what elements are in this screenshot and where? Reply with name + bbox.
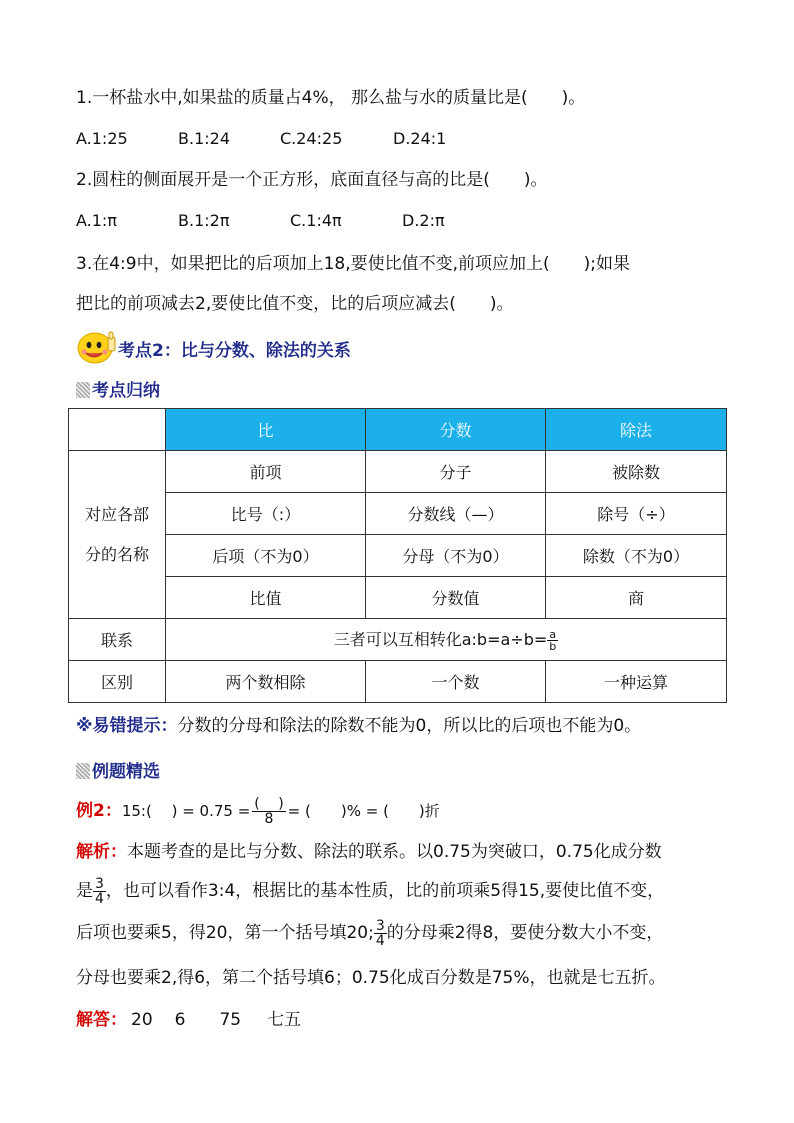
question-1-option-b: B.1:24 <box>178 129 230 148</box>
answer-value: 七五 <box>267 1010 302 1030</box>
table-cell: 分数值 <box>366 577 546 619</box>
question-1-option-c: C.24:25 <box>280 129 343 148</box>
hatch-marker-icon <box>76 763 90 779</box>
analysis-frac-num: 3 <box>375 917 385 934</box>
example-2-eq-part-2: = ( )% = ( )折 <box>287 802 440 820</box>
table-relation-row <box>69 619 727 661</box>
table-header-ratio: 比 <box>166 409 366 451</box>
table-header-division: 除法 <box>546 409 727 451</box>
section-title: 考点2：比与分数、除法的关系 <box>118 341 351 361</box>
relation-frac-den: b <box>549 640 557 653</box>
tip-text: 分数的分母和除法的除数不能为0，所以比的后项也不能为0。 <box>177 716 642 736</box>
example-2-eq-part-1: 15:( ) = 0.75 = <box>121 802 251 820</box>
hatch-marker-icon <box>76 382 90 398</box>
examples-heading <box>76 757 160 782</box>
analysis-line-4: 分母也要乘2,得6，第二个括号填6；0.75化成百分数是75%，也就是七五折。 <box>76 968 666 988</box>
table-row <box>69 451 727 493</box>
answer-value: 75 <box>219 1010 242 1030</box>
analysis-text-3-post: 的分母乘2得8，要使分数大小不变， <box>386 923 664 943</box>
relation-fraction <box>547 629 558 652</box>
analysis-text-2-post: ，也可以看作3:4，根据比的基本性质，比的前项乘5得15,要使比值不变， <box>105 881 665 901</box>
table-cell: 商 <box>546 577 727 619</box>
question-2-stem: 2.圆柱的侧面展开是一个正方形，底面直径与高的比是( )。 <box>76 170 548 190</box>
analysis-line-3 <box>76 916 663 950</box>
table-difference-label: 区别 <box>69 661 166 703</box>
example-2-frac-num: ( ) <box>254 795 284 812</box>
table-cell: 比值 <box>166 577 366 619</box>
analysis-fraction-2 <box>374 919 387 948</box>
table-row-label-part: 对应各部 <box>84 504 149 524</box>
smiley-thumbs-up-icon <box>76 327 118 365</box>
relation-text: 三者可以互相转化a:b=a÷b= <box>333 630 548 649</box>
answer-value: 6 <box>174 1010 186 1030</box>
answer-value: 20 <box>131 1010 153 1030</box>
question-1-option-d: D.24:1 <box>393 129 447 148</box>
relation-frac-num: a <box>547 629 558 641</box>
table-cell: 被除数 <box>546 451 727 493</box>
analysis-text-1: 本题考查的是比与分数、除法的联系。以0.75为突破口，0.75化成分数 <box>127 842 662 862</box>
table-row <box>69 577 727 619</box>
table-cell: 分子 <box>366 451 546 493</box>
tip-label: ※易错提示： <box>76 716 178 736</box>
analysis-line-2 <box>76 874 664 908</box>
question-3-line-2: 把比的前项减去2,要使比值不变，比的后项应减去( )。 <box>76 294 514 314</box>
analysis-fraction-1 <box>93 877 106 906</box>
table-cell: 除号（÷） <box>546 493 727 535</box>
table-relation-label: 联系 <box>69 619 166 661</box>
analysis-frac-den: 4 <box>95 890 104 907</box>
question-2-option-d: D.2:π <box>402 211 445 230</box>
example-2 <box>76 796 440 826</box>
table-cell: 一个数 <box>366 661 546 703</box>
analysis-frac-den: 4 <box>375 932 385 949</box>
question-2-option-c: C.1:4π <box>290 211 342 230</box>
table-difference-row <box>69 661 727 703</box>
example-2-label: 例2： <box>76 801 122 821</box>
question-1-stem: 1.一杯盐水中,如果盐的质量占4%， 那么盐与水的质量比是( )。 <box>76 88 586 108</box>
question-1-option-a: A.1:25 <box>76 129 128 148</box>
answer-label: 解答： <box>76 1010 127 1030</box>
table-corner-cell <box>69 409 166 451</box>
question-3-line-1: 3.在4:9中，如果把比的后项加上18,要使比值不变,前项应加上( );如果 <box>76 254 631 274</box>
table-cell: 比号（:） <box>166 493 366 535</box>
error-tip <box>76 714 641 738</box>
table-relation-cell <box>166 619 727 661</box>
analysis-text-2-pre: 是 <box>76 881 93 901</box>
table-header-row <box>69 409 727 451</box>
comparison-table <box>68 408 727 703</box>
table-cell: 前项 <box>166 451 366 493</box>
table-header-fraction: 分数 <box>366 409 546 451</box>
summary-heading-label: 考点归纳 <box>92 381 160 401</box>
table-cell: 两个数相除 <box>166 661 366 703</box>
analysis-text-3: 后项也要乘5，得20，第一个括号填20; <box>76 923 374 943</box>
table-row-label-names <box>69 451 166 619</box>
table-cell: 后项（不为0） <box>166 535 366 577</box>
analysis-frac-num: 3 <box>95 875 104 892</box>
table-cell: 分母（不为0） <box>366 535 546 577</box>
table-row <box>69 535 727 577</box>
example-2-frac-den: 8 <box>264 810 274 827</box>
analysis-line-1 <box>76 840 662 864</box>
table-row <box>69 493 727 535</box>
question-2-option-a: A.1:π <box>76 211 117 230</box>
answer-line <box>76 1008 301 1032</box>
table-row-label-part: 分的名称 <box>84 544 149 564</box>
example-2-fraction <box>252 797 285 826</box>
examples-heading-label: 例题精选 <box>92 762 160 782</box>
table-cell: 一种运算 <box>546 661 727 703</box>
table-cell: 分数线（—） <box>366 493 546 535</box>
analysis-label: 解析： <box>76 842 127 862</box>
question-2-option-b: B.1:2π <box>178 211 230 230</box>
summary-heading <box>76 376 160 401</box>
table-cell: 除数（不为0） <box>546 535 727 577</box>
